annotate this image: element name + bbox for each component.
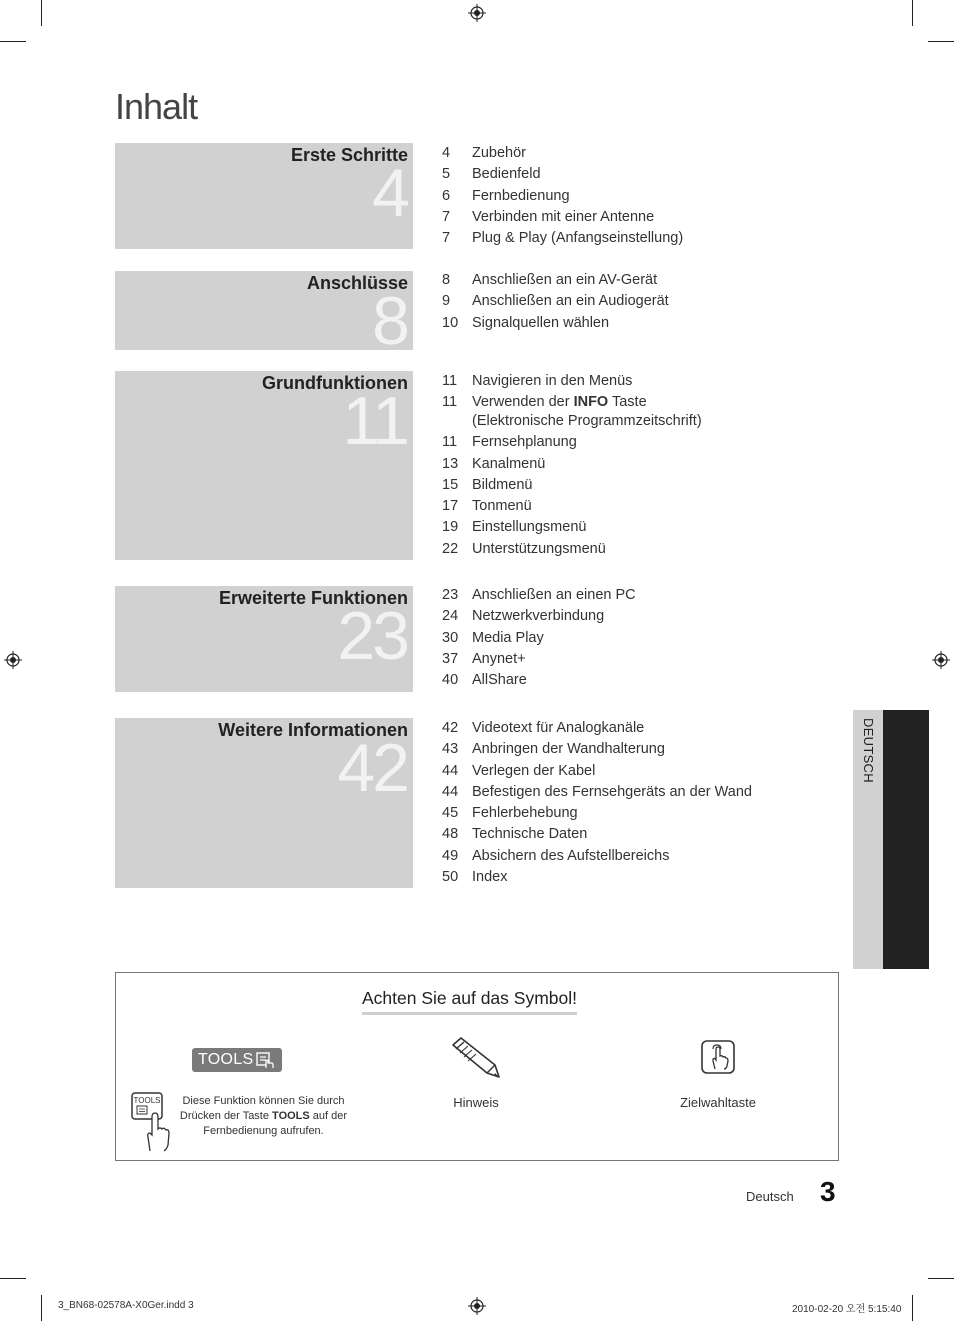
section-number: 11 xyxy=(342,383,407,459)
print-date-info: 2010-02-20 오전 5:15:40 xyxy=(792,1304,902,1315)
toc-list xyxy=(442,585,832,691)
toc-entry[interactable] xyxy=(442,606,832,627)
registration-mark-icon xyxy=(468,1297,486,1315)
toc-entry-text: Zubehör xyxy=(472,145,527,161)
toc-entry[interactable] xyxy=(442,670,832,691)
toc-entry-text: Netzwerkverbindung xyxy=(472,608,605,625)
toc-entry-text: Kanalmenü xyxy=(472,455,546,472)
language-tab-label: DEUTSCH xyxy=(861,718,876,783)
toc-page-number: 4 xyxy=(442,145,451,161)
toc-page-number: 22 xyxy=(442,540,459,557)
toc-entry[interactable] xyxy=(442,291,832,312)
toc-entry-text: Bildmenü xyxy=(472,476,533,493)
toc-entry-text: Verlegen der Kabel xyxy=(472,762,596,779)
pencil-icon xyxy=(449,1035,503,1079)
section-title: Erste Schritte xyxy=(290,145,408,165)
toc-entry-text: Verbinden mit einer Antenne xyxy=(472,208,655,225)
page-title: Inhalt xyxy=(115,86,198,127)
section-number: 42 xyxy=(337,730,407,806)
toc-entry-text: Unterstützungsmenü xyxy=(472,540,606,557)
toc-entry[interactable] xyxy=(442,186,832,207)
toc-entry[interactable] xyxy=(442,207,832,228)
toc-entry-text: Technische Daten xyxy=(472,826,588,843)
remote-tools-button-icon xyxy=(130,1091,172,1153)
toc-entry[interactable] xyxy=(442,371,832,392)
toc-entry[interactable] xyxy=(442,496,832,517)
toc-entry-text: Befestigen des Fernsehgeräts an der Wand xyxy=(472,783,752,800)
toc-entry-text: Einstellungsmenü xyxy=(472,519,587,536)
tools-hand-icon xyxy=(256,1051,276,1069)
toc-entry[interactable] xyxy=(442,628,832,649)
section-box-anschluesse xyxy=(115,271,413,350)
symbol-legend-title: Achten Sie auf das Symbol! xyxy=(362,988,577,1015)
toc-page-number: 42 xyxy=(442,720,459,736)
crop-mark xyxy=(928,41,954,42)
toc-page-number: 5 xyxy=(442,166,451,183)
toc-page-number: 44 xyxy=(442,762,459,779)
toc-page-number: 8 xyxy=(442,272,451,288)
toc-page-number: 37 xyxy=(442,650,459,667)
toc-entry-text: Anschließen an ein Audiogerät xyxy=(472,293,669,310)
toc-entry-text: Anschließen an einen PC xyxy=(472,587,636,603)
dial-label: Zielwahltaste xyxy=(680,1095,756,1110)
toc-page-number: 48 xyxy=(442,826,459,843)
toc-entry[interactable] xyxy=(442,718,832,739)
toc-entry[interactable] xyxy=(442,517,832,538)
crop-mark xyxy=(0,1278,26,1279)
toc-page-number: 15 xyxy=(442,476,459,493)
toc-entry[interactable] xyxy=(442,313,832,334)
toc-page-number: 44 xyxy=(442,783,459,800)
toc-entry[interactable] xyxy=(442,867,832,888)
section-number: 8 xyxy=(372,283,407,350)
toc-page-number: 24 xyxy=(442,608,459,625)
toc-entry-text: Absichern des Aufstellbereichs xyxy=(472,847,670,864)
print-file-info: 3_BN68-02578A-X0Ger.indd 3 xyxy=(58,1300,194,1311)
toc-entry-text-line2: (Elektronische Programmzeitschrift) xyxy=(472,413,702,430)
tools-desc-text: Diese Funktion können Sie durch Drücken der Taste xyxy=(179,1095,345,1122)
toc-entry-text: Tonmenü xyxy=(472,498,532,515)
toc-page-number: 43 xyxy=(442,741,459,758)
crop-mark xyxy=(41,0,42,26)
toc-page-number: 30 xyxy=(442,629,459,646)
tools-badge xyxy=(192,1048,282,1072)
tools-badge-label: TOOLS xyxy=(198,1051,254,1068)
registration-mark-icon xyxy=(4,651,22,669)
crop-mark xyxy=(0,41,26,42)
toc-entry[interactable] xyxy=(442,803,832,824)
section-box-erweiterte-funktionen xyxy=(115,586,413,692)
toc-entry[interactable] xyxy=(442,164,832,185)
toc-page-number: 49 xyxy=(442,847,459,864)
toc-list xyxy=(442,718,832,888)
toc-page-number: 7 xyxy=(442,230,451,247)
toc-entry[interactable] xyxy=(442,585,832,606)
hint-label: Hinweis xyxy=(453,1095,499,1110)
crop-mark xyxy=(41,1295,42,1321)
toc-entry-text: AllShare xyxy=(472,672,527,689)
toc-entry-text: Videotext für Analogkanäle xyxy=(472,720,645,736)
toc-entry[interactable] xyxy=(442,228,832,249)
toc-entry-text: Signalquellen wählen xyxy=(472,314,610,331)
section-box-weitere-informationen xyxy=(115,718,413,888)
toc-entry-text: Anschließen an ein AV-Gerät xyxy=(472,272,658,288)
toc-entry[interactable] xyxy=(442,761,832,782)
language-tab-dark xyxy=(883,710,929,969)
toc-entry-text: Anbringen der Wandhalterung xyxy=(472,741,665,758)
tools-desc-key: TOOLS xyxy=(272,1110,310,1122)
info-key-label: INFO xyxy=(573,394,609,411)
remote-tools-label: TOOLS xyxy=(133,1096,161,1105)
toc-page-number: 19 xyxy=(442,519,459,536)
toc-entry[interactable] xyxy=(442,454,832,475)
toc-entry[interactable] xyxy=(442,824,832,845)
toc-entry-text: Anynet+ xyxy=(472,650,526,667)
section-title: Anschlüsse xyxy=(306,273,408,293)
toc-entry-text: Plug & Play (Anfangseinstellung) xyxy=(472,230,684,247)
toc-entry-text: Navigieren in den Menüs xyxy=(472,373,633,389)
toc-entry-text: Index xyxy=(472,869,508,886)
crop-mark xyxy=(912,0,913,26)
toc-page-number: 10 xyxy=(442,314,459,331)
crop-mark xyxy=(912,1295,913,1321)
button-press-icon xyxy=(700,1039,736,1075)
toc-page-number: 6 xyxy=(442,187,451,204)
toc-list xyxy=(442,143,832,249)
toc-entry[interactable] xyxy=(442,143,832,164)
registration-mark-icon xyxy=(932,651,950,669)
section-title: Grundfunktionen xyxy=(262,373,408,393)
toc-page-number: 11 xyxy=(442,394,458,411)
toc-entry[interactable] xyxy=(442,392,832,432)
section-title: Weitere Informationen xyxy=(218,720,408,740)
footer-page-number: 3 xyxy=(820,1176,836,1207)
toc-entry-text: Fehlerbehebung xyxy=(472,805,578,822)
toc-entry-text: Bedienfeld xyxy=(472,166,541,183)
toc-page-number: 17 xyxy=(442,498,459,515)
symbol-legend-box xyxy=(115,972,839,1161)
toc-page-number: 9 xyxy=(442,293,451,310)
toc-page-number: 23 xyxy=(442,587,459,603)
toc-page-number: 45 xyxy=(442,805,459,822)
section-title: Erweiterte Funktionen xyxy=(218,588,408,608)
toc-entry-text: Fernsehplanung xyxy=(472,434,577,451)
toc-page-number: 11 xyxy=(442,434,458,451)
tools-description xyxy=(176,1094,351,1139)
toc-page-number: 13 xyxy=(442,455,459,472)
toc-list xyxy=(442,270,832,334)
footer-language: Deutsch xyxy=(746,1189,794,1204)
section-box-erste-schritte xyxy=(115,143,413,249)
toc-page-number: 7 xyxy=(442,208,451,225)
toc-text-part: Taste xyxy=(608,394,647,411)
registration-mark-icon xyxy=(468,4,486,22)
toc-entry[interactable] xyxy=(442,432,832,453)
toc-entry[interactable] xyxy=(442,782,832,803)
toc-entry[interactable] xyxy=(442,649,832,670)
toc-entry[interactable] xyxy=(442,539,832,560)
section-number: 23 xyxy=(337,598,407,674)
toc-list xyxy=(442,371,832,560)
toc-page-number: 11 xyxy=(442,373,458,389)
section-number: 4 xyxy=(372,155,407,231)
toc-page-number: 40 xyxy=(442,672,459,689)
toc-entry[interactable] xyxy=(442,475,832,496)
toc-entry-text: Fernbedienung xyxy=(472,187,570,204)
tools-desc-text: auf der Fernbedienung aufrufen. xyxy=(203,1110,348,1137)
toc-page-number: 50 xyxy=(442,869,459,886)
toc-text-part: Verwenden der xyxy=(472,394,574,411)
toc-entry[interactable] xyxy=(442,270,832,291)
toc-entry-text: Media Play xyxy=(472,629,544,646)
toc-entry-text xyxy=(442,393,832,412)
section-box-grundfunktionen xyxy=(115,371,413,560)
toc-entry[interactable] xyxy=(442,739,832,760)
toc-entry[interactable] xyxy=(442,846,832,867)
crop-mark xyxy=(928,1278,954,1279)
